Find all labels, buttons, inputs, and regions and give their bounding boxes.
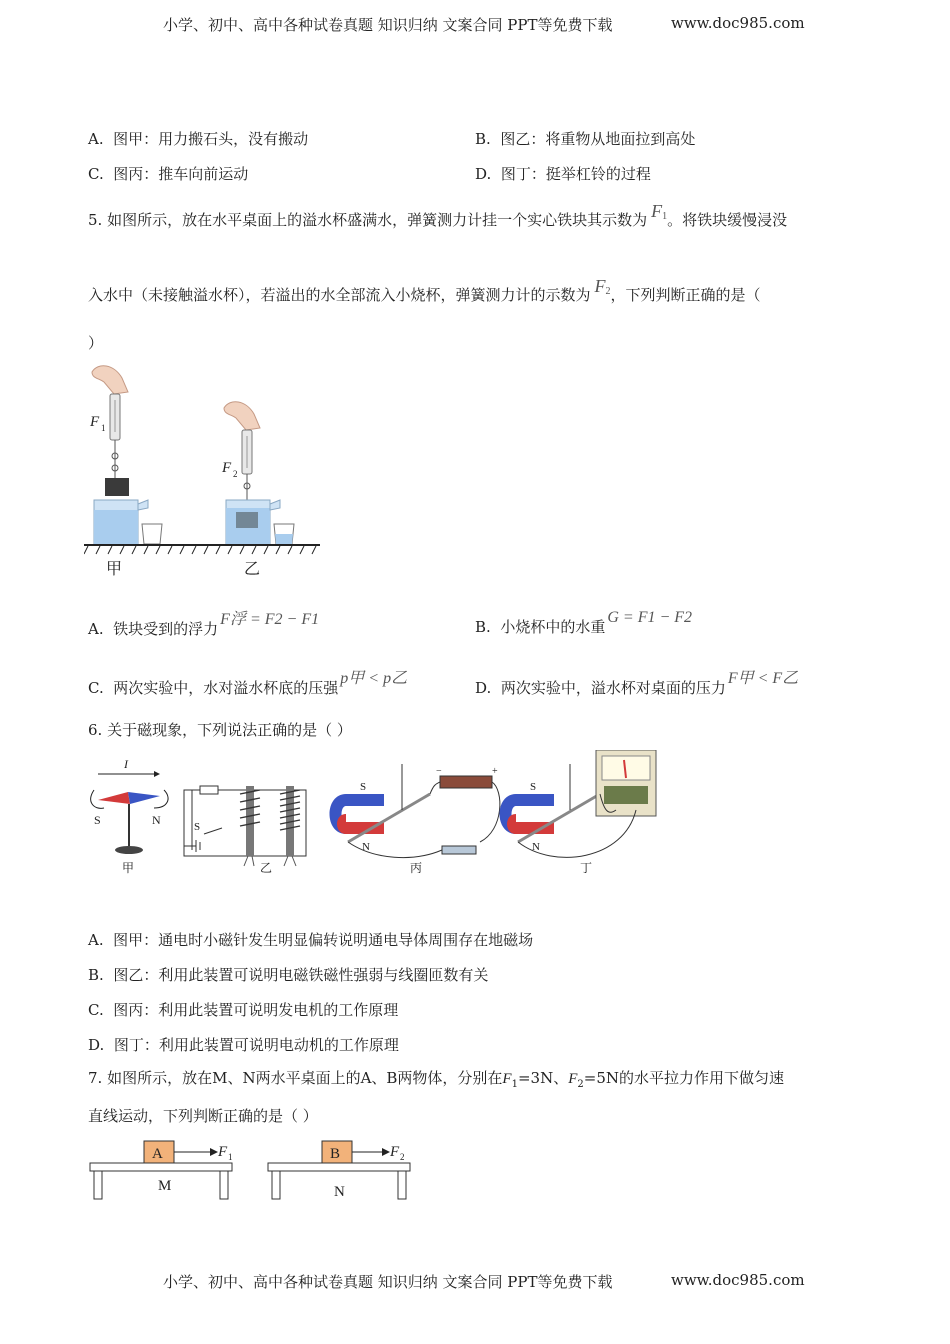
q5-figure-overflow-cups xyxy=(84,360,326,582)
q4-option-b: B. 图乙：将重物从地面拉到高处 xyxy=(475,130,696,148)
figure-label-jia: 甲 xyxy=(106,561,123,578)
hand-right-icon xyxy=(224,402,260,430)
q6-option-b: B. 图乙：利用此装置可说明电磁铁磁性强弱与线圈匝数有关 xyxy=(88,966,489,984)
q7-stem-line1: 7. 如图所示，放在M、N两水平桌面上的A、B两物体，分别在$F_1=3N$、$F_2=5N$的水平拉力作用下做匀速 xyxy=(88,1069,785,1090)
svg-text:+: + xyxy=(492,766,498,777)
svg-text:S: S xyxy=(360,781,367,793)
compass-needle-s xyxy=(98,792,130,804)
svg-text:N: N xyxy=(532,841,540,853)
small-beaker-left xyxy=(142,524,162,544)
svg-text:S: S xyxy=(530,781,537,793)
q5-stem-line2: 入水中（未接触溢水杯），若溢出的水全部流入小烧杯，弹簧测力计的示数为 $F^2$，下列判断正确的是（ xyxy=(88,276,761,304)
switch-bing xyxy=(442,846,476,854)
fig1-label-i: I xyxy=(124,757,128,771)
label-f2: F xyxy=(222,460,232,476)
compass-needle-n xyxy=(128,792,160,804)
electromagnet-a xyxy=(246,786,254,856)
table-m-label: M xyxy=(158,1178,172,1194)
svg-text:B: B xyxy=(330,1146,341,1162)
header-text: 小学、初中、高中各种试卷真题 知识归纳 文案合同 PPT等免费下载 xyxy=(163,16,613,34)
svg-text:N: N xyxy=(362,841,370,853)
figure-label-yi: 乙 xyxy=(244,561,261,578)
label-f1: F xyxy=(90,414,100,430)
svg-text:F: F xyxy=(218,1144,228,1160)
svg-text:S: S xyxy=(194,821,201,833)
fig-label-ding: 丁 xyxy=(580,861,593,875)
iron-block-left xyxy=(105,478,129,496)
table-n-label: N xyxy=(334,1184,345,1200)
svg-text:1: 1 xyxy=(228,1152,233,1162)
q6-option-d: D. 图丁：利用此装置可说明电动机的工作原理 xyxy=(88,1036,399,1054)
q4-option-c: C. 图丙：推车向前运动 xyxy=(88,165,249,183)
fig-label-bing: 丙 xyxy=(410,861,423,875)
q6-option-a: A. 图甲：通电时小磁针发生明显偏转说明通电导体周围存在地磁场 xyxy=(88,931,534,949)
q6-option-c: C. 图丙：利用此装置可说明发电机的工作原理 xyxy=(88,1001,399,1019)
fig-label-jia: 甲 xyxy=(122,861,135,875)
svg-text:2: 2 xyxy=(400,1152,405,1162)
battery-bing xyxy=(440,776,492,788)
q6-stem: 6. 关于磁现象，下列说法正确的是（ ） xyxy=(88,721,352,739)
q4-option-d: D. 图丁：挺举杠铃的过程 xyxy=(475,165,651,183)
header-site: www.doc985.com xyxy=(671,14,805,32)
footer-text: 小学、初中、高中各种试卷真题 知识归纳 文案合同 PPT等免费下载 xyxy=(163,1273,613,1291)
table-n xyxy=(268,1163,410,1171)
svg-text:A: A xyxy=(152,1146,163,1162)
svg-text:−: − xyxy=(436,766,442,777)
q7-figure-tables xyxy=(88,1136,418,1206)
q5-option-a: A. 铁块受到的浮力F浮 = F2 − F1 xyxy=(88,611,320,638)
svg-text:F: F xyxy=(390,1144,400,1160)
footer-site: www.doc985.com xyxy=(671,1271,805,1289)
label-f1-sub: 1 xyxy=(101,423,106,433)
fig-label-yi: 乙 xyxy=(260,861,273,875)
q5-stem-line3: ） xyxy=(88,334,104,352)
table-m xyxy=(90,1163,232,1171)
svg-text:S: S xyxy=(94,813,101,827)
q5-option-c: C. 两次实验中，水对溢水杯底的压强p甲 < p乙 xyxy=(88,670,408,697)
hand-left-icon xyxy=(92,366,128,394)
q5-option-b: B. 小烧杯中的水重G = F1 − F2 xyxy=(475,609,693,636)
q5-stem-line1: 5. 如图所示，放在水平桌面上的溢水杯盛满水，弹簧测力计挂一个实心铁块其示数为 $F^1$。将铁块缓慢浸没 xyxy=(88,201,788,229)
label-f2-sub: 2 xyxy=(233,469,238,479)
q7-stem-line2: 直线运动，下列判断正确的是（ ） xyxy=(88,1107,318,1125)
iron-block-right xyxy=(236,512,258,528)
svg-text:N: N xyxy=(152,813,161,827)
q4-option-a: A. 图甲：用力搬石头，没有搬动 xyxy=(88,130,309,148)
q6-figure-magnetism xyxy=(84,750,674,880)
q5-option-d: D. 两次实验中，溢水杯对桌面的压力F甲 < F乙 xyxy=(475,670,799,697)
